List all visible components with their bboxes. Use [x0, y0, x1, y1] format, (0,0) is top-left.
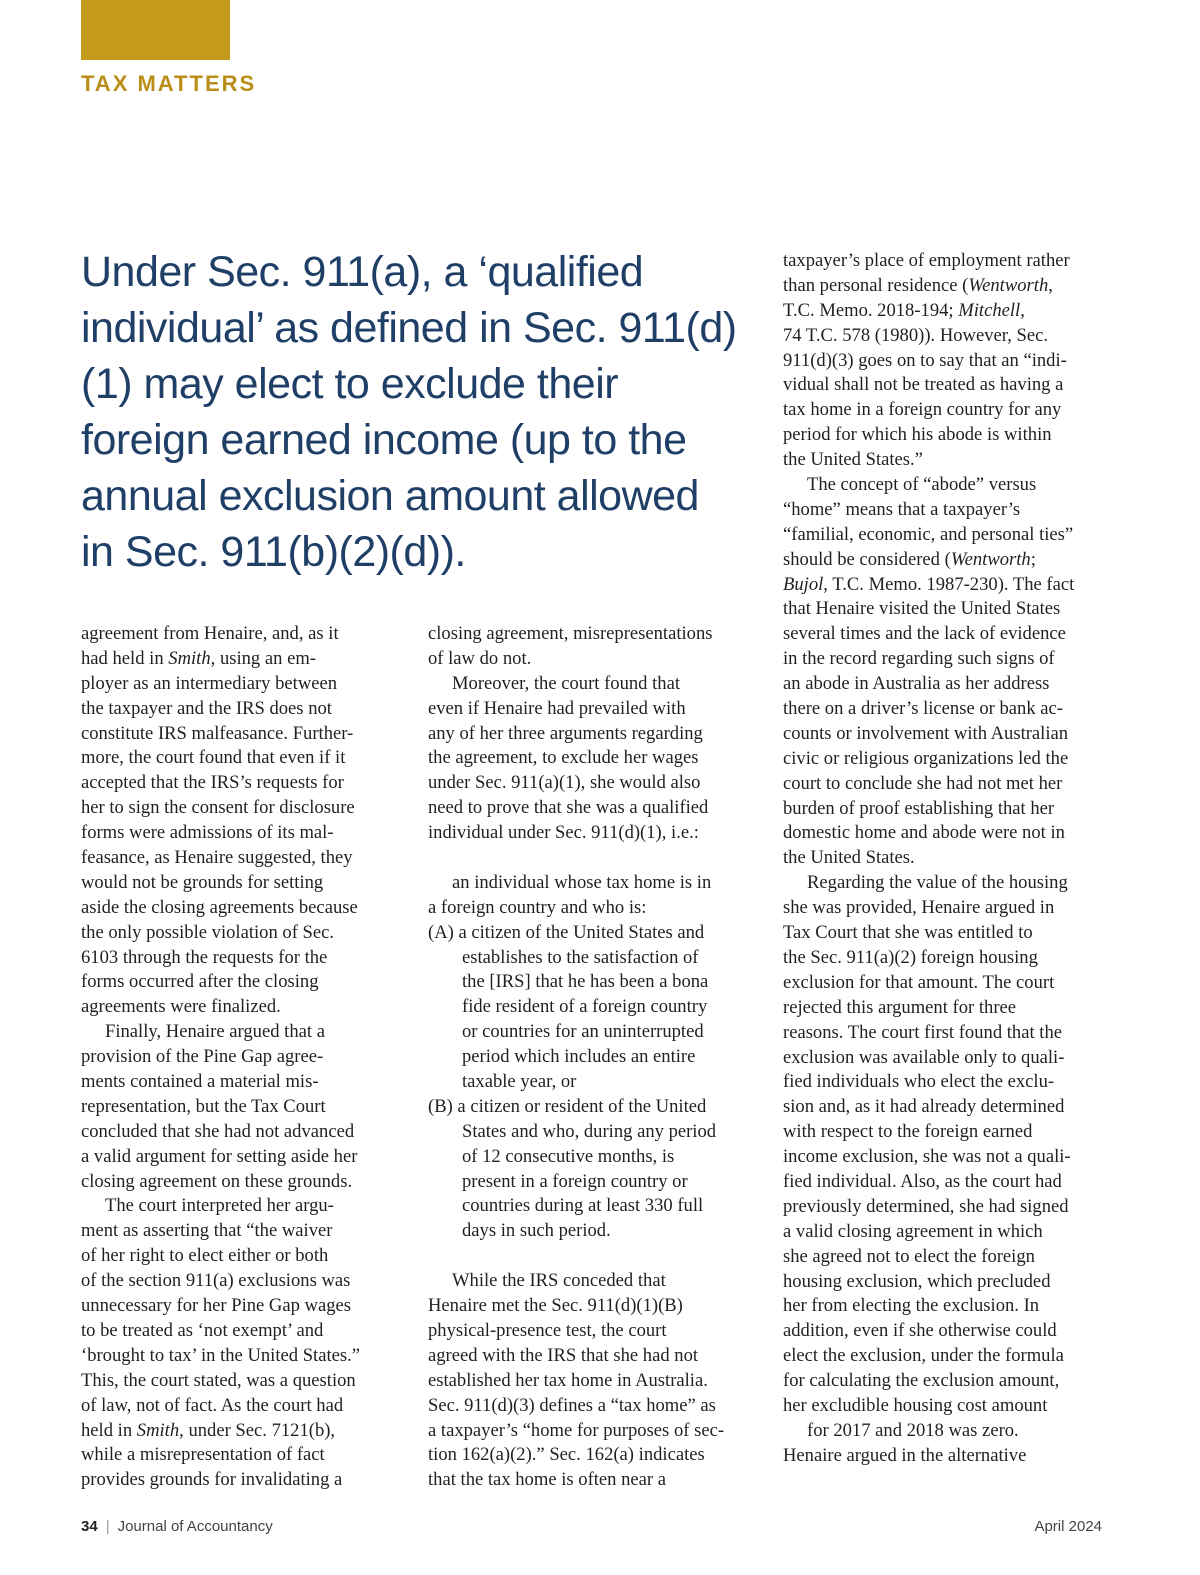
text-line: ment as asserting that “the waiver	[81, 1220, 333, 1242]
text-line: accepted that the IRS’s requests for	[81, 772, 344, 794]
text-line: While the IRS conceded that	[452, 1270, 666, 1292]
text-line: physical-presence test, the court	[428, 1319, 667, 1341]
block-quote-line: (A) a citizen of the United States and	[428, 921, 705, 943]
text-line: agreements were finalized.	[81, 996, 281, 1018]
text-line: ments contained a material mis-	[81, 1071, 319, 1093]
text-line: under Sec. 911(a)(1), she would also	[428, 772, 701, 794]
block-quote-line: days in such period.	[462, 1220, 611, 1242]
text-line: should be considered (Wentworth;	[783, 548, 1036, 570]
text-line: concluded that she had not advanced	[81, 1120, 355, 1142]
pull-quote-line: (1) may elect to exclude their	[81, 360, 619, 408]
text-line: established her tax home in Australia.	[428, 1369, 708, 1391]
text-line: tax home in a foreign country for any	[783, 399, 1062, 421]
text-line: her to sign the consent for disclosure	[81, 797, 355, 819]
block-quote-line: present in a foreign country or	[462, 1170, 688, 1192]
pull-quote-line: individual’ as defined in Sec. 911(d)	[81, 304, 737, 352]
text-line: reasons. The court first found that the	[783, 1021, 1063, 1043]
block-quote-line: an individual whose tax home is in	[452, 871, 712, 893]
text-line: Regarding the value of the housing	[807, 872, 1068, 894]
text-line: This, the court stated, was a question	[81, 1369, 356, 1391]
text-line: provides grounds for invalidating a	[81, 1469, 343, 1491]
text-line: Bujol, T.C. Memo. 1987-230). The fact	[783, 573, 1075, 595]
text-line: constitute IRS malfeasance. Further-	[81, 722, 354, 744]
pull-quote	[81, 244, 761, 580]
text-line: the United States.	[783, 847, 915, 869]
case-name: Mitchell	[958, 299, 1021, 321]
text-line: Henaire argued in the alternative	[783, 1444, 1027, 1466]
text-line: closing agreement, misrepresentations	[428, 623, 713, 644]
text-line: held in Smith, under Sec. 7121(b),	[81, 1419, 336, 1441]
block-quote-line: the [IRS] that he has been a bona	[462, 971, 709, 993]
text-line: Tax Court that she was entitled to	[783, 922, 1033, 944]
block-quote-line: of 12 consecutive months, is	[462, 1145, 675, 1167]
text-line: fied individual. Also, as the court had	[783, 1170, 1062, 1192]
block-quote-line: States and who, during any period	[462, 1120, 717, 1142]
text-line: in the record regarding such signs of	[783, 648, 1055, 670]
text-line: more, the court found that even if it	[81, 747, 346, 769]
text-line: the agreement, to exclude her wages	[428, 747, 699, 769]
block-quote-line: fide resident of a foreign country	[462, 996, 708, 1018]
text-line: burden of proof establishing that her	[783, 797, 1055, 819]
text-line: of her right to elect either or both	[81, 1245, 329, 1267]
text-line: any of her three arguments regarding	[428, 722, 703, 744]
section-label: TAX MATTERS	[81, 71, 257, 96]
text-line: while a misrepresentation of fact	[81, 1444, 325, 1466]
text-line: closing agreement on these grounds.	[81, 1170, 353, 1192]
text-line: court to conclude she had not met her	[783, 772, 1063, 794]
text-line: aside the closing agreements because	[81, 896, 358, 918]
pull-quote-line: annual exclusion amount allowed	[81, 472, 699, 520]
text-line: Finally, Henaire argued that a	[105, 1021, 325, 1043]
text-line: counts or involvement with Australian	[783, 722, 1069, 744]
text-line: T.C. Memo. 2018-194; Mitchell,	[783, 299, 1025, 321]
text-line: that the tax home is often near a	[428, 1469, 667, 1491]
text-line: a taxpayer’s “home for purposes of sec-	[428, 1419, 725, 1441]
text-line: she was provided, Henaire argued in	[783, 897, 1055, 919]
text-line: to be treated as ‘not exempt’ and	[81, 1319, 324, 1341]
text-line: need to prove that she was a qualified	[428, 797, 709, 819]
text-line: rejected this argument for three	[783, 996, 1017, 1018]
text-line: than personal residence (Wentworth,	[783, 274, 1053, 296]
text-line: housing exclusion, which precluded	[783, 1270, 1051, 1292]
text-line: had held in Smith, using an em-	[81, 647, 316, 669]
text-line: sion and, as it had already determined	[783, 1096, 1065, 1118]
text-line: taxpayer’s place of employment rather	[783, 250, 1070, 271]
text-line: of the section 911(a) exclusions was	[81, 1270, 351, 1292]
case-name: Wentworth	[950, 548, 1031, 570]
text-line: period for which his abode is within	[783, 424, 1052, 446]
block-quote-line: establishes to the satisfaction of	[462, 946, 699, 968]
footer-separator: |	[105, 1518, 110, 1535]
text-line: fied individuals who elect the exclu-	[783, 1071, 1055, 1093]
text-line: previously determined, she had signed	[783, 1195, 1069, 1217]
text-line: of law do not.	[428, 647, 532, 669]
text-line: forms were admissions of its mal-	[81, 822, 334, 844]
text-line: forms occurred after the closing	[81, 971, 319, 993]
text-line: Sec. 911(d)(3) defines a “tax home” as	[428, 1394, 716, 1416]
text-line: representation, but the Tax Court	[81, 1095, 326, 1117]
text-line: Moreover, the court found that	[452, 672, 680, 694]
pull-quote-line: foreign earned income (up to the	[81, 416, 687, 464]
text-line: even if Henaire had prevailed with	[428, 697, 686, 719]
text-line: the Sec. 911(a)(2) foreign housing	[783, 946, 1038, 968]
text-line: the taxpayer and the IRS does not	[81, 697, 332, 719]
case-name: Smith	[168, 647, 211, 669]
text-line: there on a driver’s license or bank ac-	[783, 698, 1063, 720]
text-line: the United States.”	[783, 449, 923, 471]
text-line: individual under Sec. 911(d)(1), i.e.:	[428, 822, 699, 844]
text-line: ployer as an intermediary between	[81, 672, 338, 694]
pull-quote-line: Under Sec. 911(a), a ‘qualified	[81, 248, 644, 296]
pull-quote-line: in Sec. 911(b)(2)(d)).	[81, 528, 466, 576]
text-line: several times and the lack of evidence	[783, 623, 1066, 645]
text-line: exclusion was available only to quali-	[783, 1046, 1065, 1068]
publication-name: Journal of Accountancy	[117, 1518, 273, 1535]
text-line: that Henaire visited the United States	[783, 598, 1061, 620]
text-line: her from electing the exclusion. In	[783, 1295, 1040, 1317]
text-line: vidual shall not be treated as having a	[783, 374, 1064, 396]
text-line: 74 T.C. 578 (1980)). However, Sec.	[783, 324, 1049, 346]
text-line: she agreed not to elect the foreign	[783, 1245, 1035, 1267]
block-quote-line: (B) a citizen or resident of the United	[428, 1095, 707, 1117]
block-quote-line: countries during at least 330 full	[462, 1195, 704, 1217]
text-line: for 2017 and 2018 was zero.	[807, 1419, 1019, 1441]
text-line: domestic home and abode were not in	[783, 822, 1065, 844]
text-line: unnecessary for her Pine Gap wages	[81, 1295, 352, 1317]
text-line: with respect to the foreign earned	[783, 1121, 1033, 1143]
section-color-tab	[81, 0, 230, 60]
text-line: an abode in Australia as her address	[783, 673, 1050, 695]
block-quote-line: or countries for an uninterrupted	[462, 1021, 704, 1043]
issue-date: April 2024	[1034, 1518, 1102, 1535]
text-line: a valid closing agreement in which	[783, 1220, 1043, 1242]
block-quote-line: period which includes an entire	[462, 1046, 696, 1068]
case-name: Wentworth	[968, 274, 1049, 296]
text-line: exclusion for that amount. The court	[783, 971, 1055, 993]
text-line: agreement from Henaire, and, as it	[81, 623, 339, 644]
text-line: provision of the Pine Gap agree-	[81, 1046, 324, 1068]
text-line: The court interpreted her argu-	[105, 1195, 334, 1217]
text-line: addition, even if she otherwise could	[783, 1320, 1057, 1342]
text-line: her excludible housing cost amount	[783, 1394, 1048, 1416]
text-line: feasance, as Henaire suggested, they	[81, 847, 353, 869]
text-line: tion 162(a)(2).” Sec. 162(a) indicates	[428, 1444, 705, 1466]
text-line: for calculating the exclusion amount,	[783, 1370, 1060, 1392]
text-line: 6103 through the requests for the	[81, 946, 328, 968]
text-line: 911(d)(3) goes on to say that an “indi-	[783, 349, 1067, 371]
article-column-3	[783, 249, 1113, 1469]
article-column-2	[428, 622, 758, 1493]
block-quote-line: a foreign country and who is:	[428, 896, 647, 918]
case-name: Smith	[136, 1419, 180, 1441]
case-name: Bujol	[783, 573, 824, 595]
text-line: income exclusion, she was not a quali-	[783, 1146, 1071, 1168]
text-line: elect the exclusion, under the formula	[783, 1345, 1064, 1367]
text-line: agreed with the IRS that she had not	[428, 1344, 699, 1366]
text-line: the only possible violation of Sec.	[81, 921, 335, 943]
text-line: “familial, economic, and personal ties”	[783, 523, 1074, 545]
text-line: Henaire met the Sec. 911(d)(1)(B)	[428, 1295, 683, 1317]
block-quote-line: taxable year, or	[462, 1071, 577, 1093]
text-line: a valid argument for setting aside her	[81, 1145, 358, 1167]
text-line: “home” means that a taxpayer’s	[783, 498, 1021, 520]
article-column-1	[81, 622, 401, 1493]
text-line: would not be grounds for setting	[81, 871, 324, 893]
text-line: The concept of “abode” versus	[807, 474, 1037, 496]
text-line: of law, not of fact. As the court had	[81, 1394, 344, 1416]
text-line: civic or religious organizations led the	[783, 747, 1069, 769]
page-footer	[81, 1518, 1102, 1540]
page-number: 34	[81, 1518, 98, 1535]
text-line: ‘brought to tax’ in the United States.”	[81, 1344, 361, 1366]
